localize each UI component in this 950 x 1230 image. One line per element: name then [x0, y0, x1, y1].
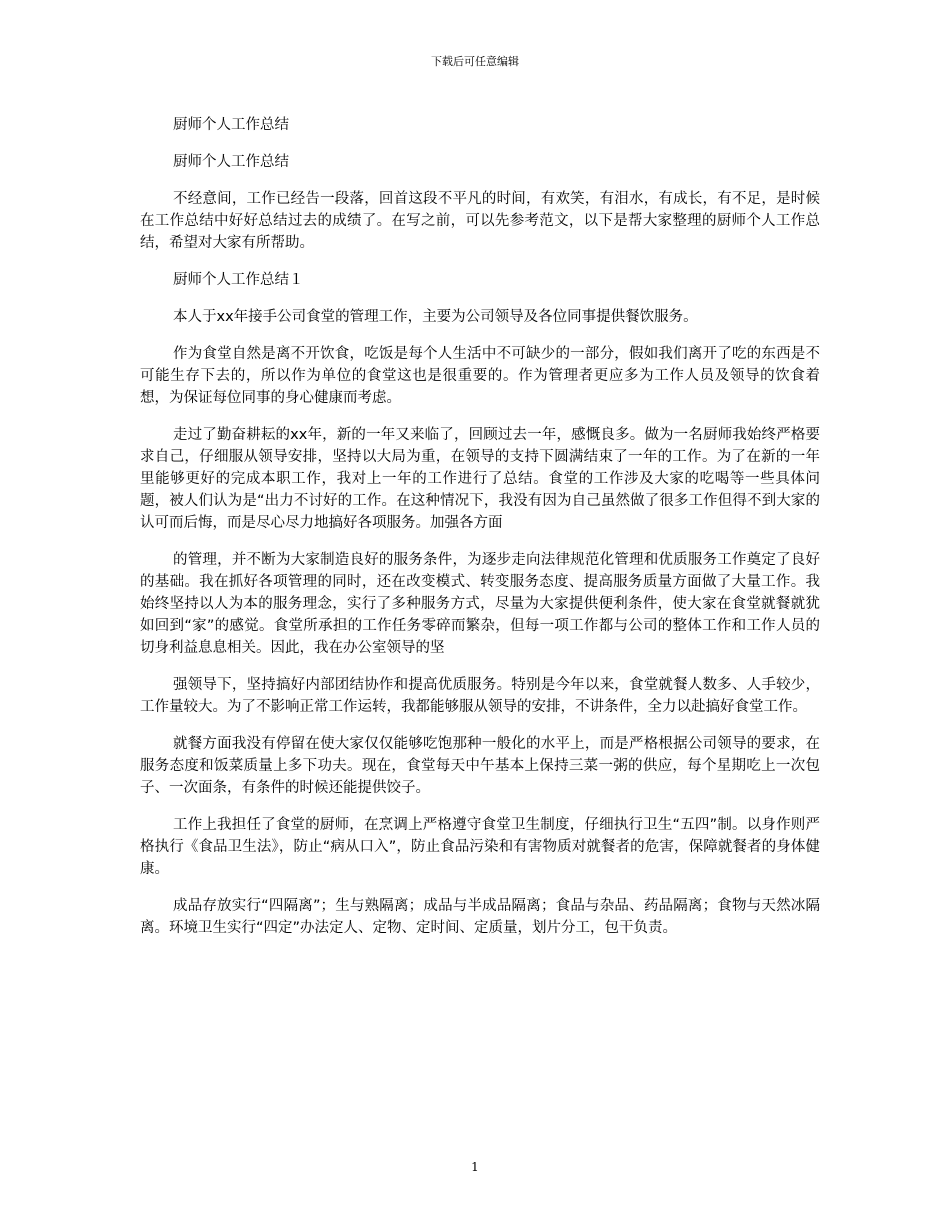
paragraph: 的管理，并不断为大家制造良好的服务条件，为逐步走向法律规范化管理和优质服务工作奠定了良好的基础。我在抓好各项管理的同时，还在改变模式、转变服务态度、提高服务质量方面做了大量工作。我始终坚持以人为本的服务理念，实行了多种服务方式，尽量为大家提供便利条件，使大家在食堂就餐就犹如回到“家”的感觉。食堂所承担的工作任务零碎而繁杂，但每一项工作都与公司的整体工作和工作人员的切身利益息息相关。因此，我在办公室领导的坚 — [140, 552, 820, 656]
paragraph: 成品存放实行“四隔离”；生与熟隔离；成品与半成品隔离；食品与杂品、药品隔离；食物与天然冰隔离。环境卫生实行“四定”办法定人、定物、定时间、定质量，划片分工，包干负责。 — [140, 898, 820, 936]
page-number: 1 — [471, 1160, 479, 1174]
paragraph: 作为食堂自然是离不开饮食，吃饭是每个人生活中不可缺少的一部分，假如我们离开了吃的东西是不可能生存下去的，所以作为单位的食堂这也是很重要的。作为管理者更应多为工作人员及领导的饮食着想，为保证每位同事的身心健康而考虑。 — [140, 346, 820, 406]
paragraph: 工作上我担任了食堂的厨师，在烹调上严格遵守食堂卫生制度，仔细执行卫生“五四”制。以身作则严格执行《食品卫生法》，防止“病从口入”，防止食品污染和有害物质对就餐者的危害，保障就餐者的身体健康。 — [140, 817, 820, 877]
document-subtitle: 厨师个人工作总结 — [173, 154, 289, 170]
paragraph: 本人于xx年接手公司食堂的管理工作，主要为公司领导及各位同事提供餐饮服务。 — [173, 309, 698, 325]
section-heading: 厨师个人工作总结１ — [173, 272, 304, 288]
document-title: 厨师个人工作总结 — [173, 117, 289, 133]
header-note: 下载后可任意编辑 — [431, 55, 519, 68]
paragraph: 不经意间，工作已经告一段落，回首这段不平凡的时间，有欢笑，有泪水，有成长，有不足，是时候在工作总结中好好总结过去的成绩了。在写之前，可以先参考范文，以下是帮大家整理的厨师个人工作总结，希望对大家有所帮助。 — [140, 191, 820, 251]
paragraph: 就餐方面我没有停留在使大家仅仅能够吃饱那种一般化的水平上，而是严格根据公司领导的要求，在服务态度和饭菜质量上多下功夫。现在，食堂每天中午基本上保持三菜一粥的供应，每个星期吃上一次包子、一次面条，有条件的时候还能提供饺子。 — [140, 736, 820, 796]
paragraph: 强领导下，坚持搞好内部团结协作和提高优质服务。特别是今年以来，食堂就餐人数多、人手较少，工作量较大。为了不影响正常工作运转，我都能够服从领导的安排，不讲条件，全力以赴搞好食堂工作。 — [140, 677, 820, 715]
document-body — [140, 114, 820, 954]
paragraph: 走过了勤奋耕耘的xx年，新的一年又来临了，回顾过去一年，感慨良多。做为一名厨师我始终严格要求自己，仔细服从领导安排，坚持以大局为重，在领导的支持下圆满结束了一年的工作。为了在新的一年里能够更好的完成本职工作，我对上一年的工作进行了总结。食堂的工作涉及大家的吃喝等一些具体问题，被人们认为是“出力不讨好的工作。在这种情况下，我没有因为自己虽然做了很多工作但得不到大家的认可而后悔，而是尽心尽力地搞好各项服务。加强各方面 — [140, 427, 820, 531]
